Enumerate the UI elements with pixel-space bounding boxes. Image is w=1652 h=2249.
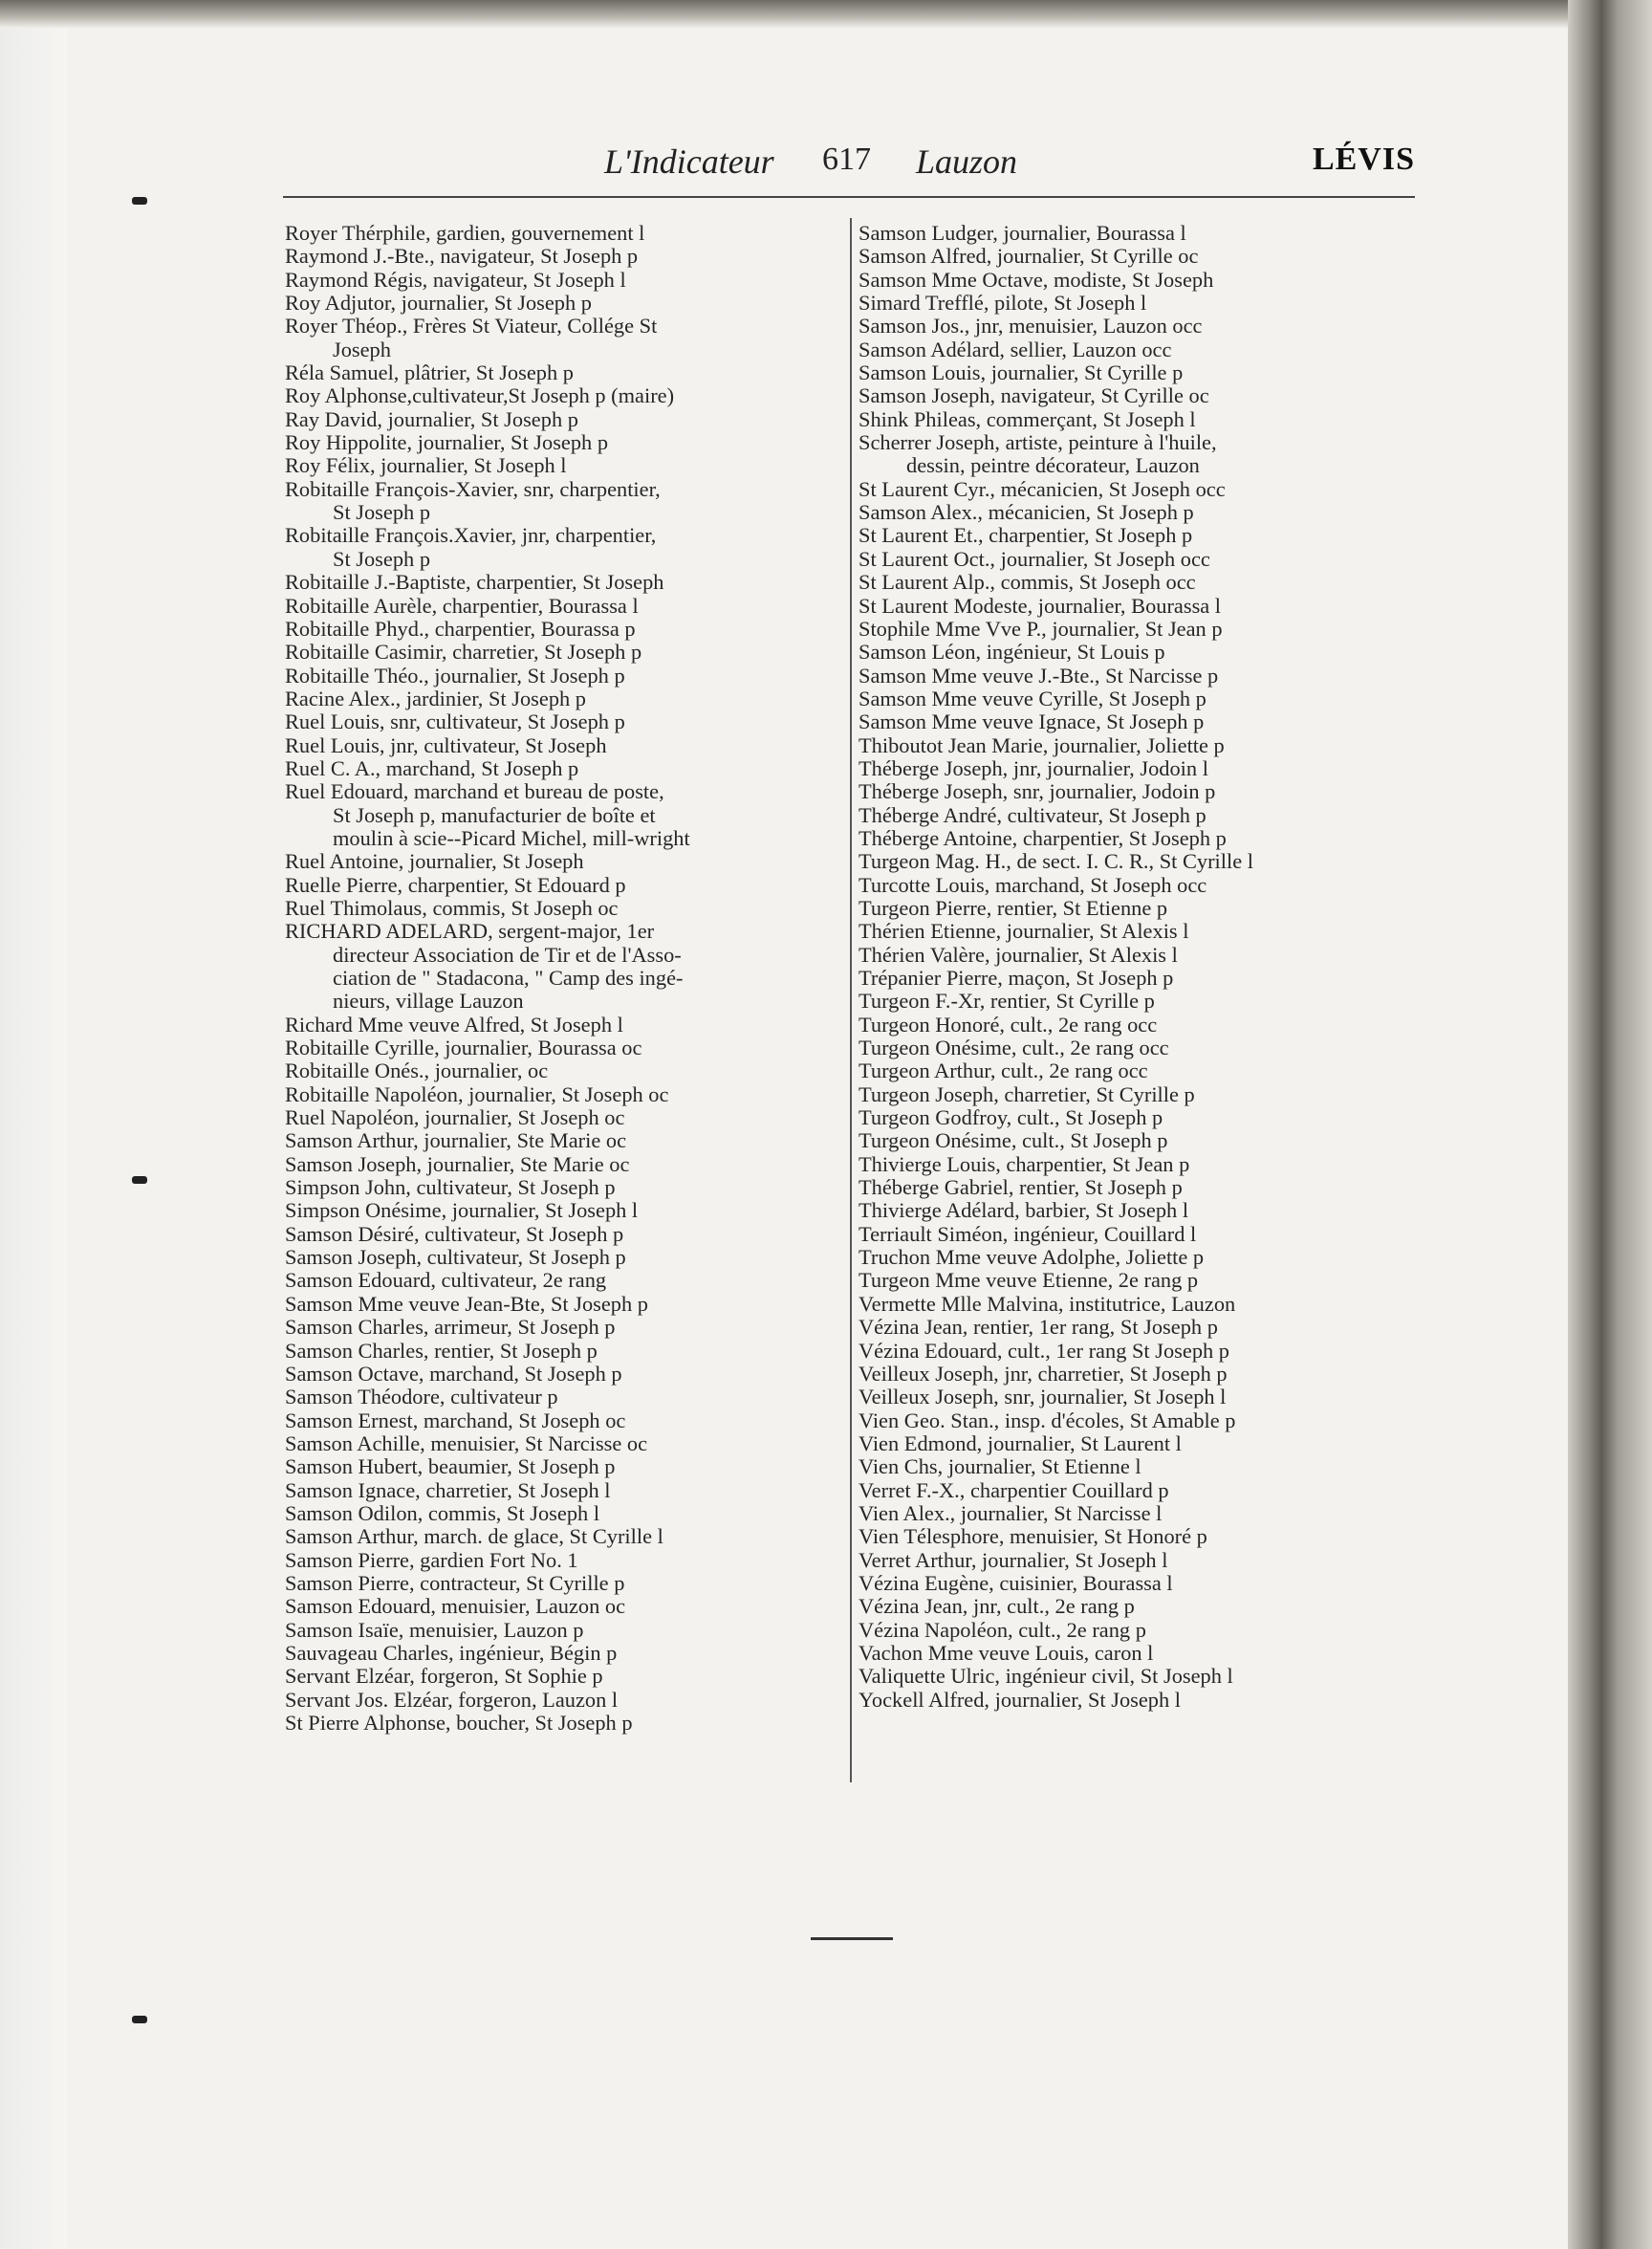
entry-line: Ray David, journalier, St Joseph p — [285, 406, 578, 431]
directory-entry — [859, 1340, 1421, 1363]
entry-line: Ruel Napoléon, journalier, St Joseph oc — [285, 1105, 625, 1130]
directory-entry — [285, 595, 837, 618]
entry-continuation: directeur Association de Tir et de l'Asso- — [333, 942, 682, 967]
entry-line: Raymond J.-Bte., navigateur, St Joseph p — [285, 244, 639, 269]
directory-entry — [859, 315, 1421, 338]
entry-line: Samson Isaïe, menuisier, Lauzon p — [285, 1617, 584, 1642]
entry-line: Robitaille Onés., journalier, oc — [285, 1059, 549, 1083]
entry-line: Samson Ludger, journalier, Bourassa l — [859, 221, 1186, 245]
right-column — [859, 222, 1421, 1712]
page-right-edge — [1568, 0, 1652, 2249]
entry-line: Turgeon Joseph, charretier, St Cyrille p — [859, 1081, 1195, 1106]
directory-entry — [285, 1037, 837, 1059]
entry-line: Veilleux Joseph, jnr, charretier, St Joseph p — [859, 1361, 1228, 1386]
entry-line: Samson Edouard, cultivateur, 2e rang — [285, 1268, 607, 1293]
directory-entry — [285, 1595, 837, 1618]
entry-line: Simpson John, cultivateur, St Joseph p — [285, 1175, 616, 1200]
directory-entry — [859, 384, 1421, 407]
directory-entry — [285, 524, 837, 571]
directory-entry — [859, 269, 1421, 292]
directory-entry — [859, 431, 1421, 478]
directory-entry — [285, 688, 837, 710]
directory-entry — [285, 1014, 837, 1037]
entry-line: Ruel Louis, snr, cultivateur, St Joseph p — [285, 710, 625, 734]
entry-continuation: St Joseph p — [333, 546, 431, 571]
directory-entry — [285, 665, 837, 688]
entry-line: Théberge Joseph, snr, journalier, Jodoin p — [859, 779, 1216, 804]
directory-entry — [859, 408, 1421, 431]
directory-entry — [285, 1176, 837, 1199]
entry-line: Ruel C. A., marchand, St Joseph p — [285, 755, 579, 780]
page-number: 617 — [822, 142, 871, 177]
left-column — [285, 222, 837, 1735]
directory-entry — [285, 384, 837, 407]
directory-entry — [285, 1340, 837, 1363]
directory-entry — [859, 1432, 1421, 1455]
directory-entry — [285, 757, 837, 780]
entry-line: Vien Chs, journalier, St Etienne l — [859, 1454, 1141, 1479]
entry-line: Robitaille Casimir, charretier, St Joseph p — [285, 640, 642, 665]
entry-line: Vien Edmond, journalier, St Laurent l — [859, 1430, 1182, 1455]
header-publication-title: L'Indicateur — [604, 142, 774, 181]
entry-line: Vien Télesphore, menuisier, St Honoré p — [859, 1524, 1207, 1549]
entry-line: Samson Odilon, commis, St Joseph l — [285, 1500, 600, 1525]
entry-line: Turgeon Mag. H., de sect. I. C. R., St Cyrille l — [859, 849, 1253, 874]
directory-entry — [285, 292, 837, 315]
entry-line: Vien Alex., journalier, St Narcisse l — [859, 1500, 1163, 1525]
entry-continuation: moulin à scie--Picard Michel, mill-wright — [333, 825, 690, 850]
directory-entry — [285, 361, 837, 384]
directory-entry — [859, 501, 1421, 524]
entry-line: Vermette Mlle Malvina, institutrice, Lauzon — [859, 1291, 1236, 1316]
directory-entry — [859, 734, 1421, 757]
directory-entry — [859, 245, 1421, 268]
directory-entry — [285, 1619, 837, 1642]
directory-entry — [285, 1479, 837, 1502]
entry-line: Samson Alfred, journalier, St Cyrille oc — [859, 244, 1199, 269]
entry-line: Samson Achille, menuisier, St Narcisse oc — [285, 1430, 648, 1455]
column-divider — [850, 218, 852, 1782]
entry-line: Veilleux Joseph, snr, journalier, St Joseph l — [859, 1385, 1227, 1409]
entry-line: Samson Léon, ingénieur, St Louis p — [859, 640, 1165, 665]
directory-entry — [859, 967, 1421, 990]
entry-line: Simard Trefflé, pilote, St Joseph l — [859, 291, 1147, 316]
header-section: LÉVIS — [1312, 142, 1415, 177]
entry-line: Turgeon Arthur, cult., 2e rang occ — [859, 1059, 1148, 1083]
header-place: Lauzon — [916, 142, 1018, 181]
directory-entry — [285, 734, 837, 757]
header-rule — [283, 196, 1415, 198]
entry-line: Roy Alphonse,cultivateur,St Joseph p (maire) — [285, 383, 675, 408]
directory-entry — [859, 338, 1421, 361]
entry-line: Thérien Valère, journalier, St Alexis l — [859, 942, 1178, 967]
entry-line: St Laurent Modeste, journalier, Bourassa l — [859, 593, 1222, 618]
directory-entry — [859, 548, 1421, 571]
entry-line: Samson Arthur, journalier, Ste Marie oc — [285, 1128, 627, 1153]
entry-line: Robitaille Cyrille, journalier, Bourassa oc — [285, 1036, 642, 1060]
entry-line: Royer Théop., Frères St Viateur, Collége St — [285, 314, 658, 338]
entry-line: Raymond Régis, navigateur, St Joseph l — [285, 267, 626, 292]
directory-entry — [285, 1199, 837, 1222]
entry-line: Ruel Thimolaus, commis, St Joseph oc — [285, 895, 619, 920]
directory-entry — [285, 1642, 837, 1665]
entry-line: Vézina Jean, jnr, cult., 2e rang p — [859, 1594, 1135, 1619]
directory-entry — [859, 1037, 1421, 1059]
entry-continuation: St Joseph p — [333, 500, 431, 525]
entry-line: Vézina Eugène, cuisinier, Bourassa l — [859, 1570, 1173, 1595]
directory-entry — [859, 1619, 1421, 1642]
directory-entry — [859, 292, 1421, 315]
entry-line: Thivierge Louis, charpentier, St Jean p — [859, 1151, 1190, 1176]
directory-entry — [285, 1665, 837, 1688]
directory-entry — [859, 850, 1421, 873]
directory-entry — [285, 710, 837, 733]
directory-entry — [285, 1223, 837, 1246]
directory-entry — [859, 1549, 1421, 1572]
entry-line: Turgeon Onésime, cult., St Joseph p — [859, 1128, 1168, 1153]
entry-line: Samson Edouard, menuisier, Lauzon oc — [285, 1594, 626, 1619]
entry-line: Samson Charles, rentier, St Joseph p — [285, 1338, 598, 1363]
directory-entry — [285, 1106, 837, 1129]
entry-line: Ruelle Pierre, charpentier, St Edouard p — [285, 872, 626, 897]
entry-line: St Laurent Oct., journalier, St Joseph occ — [859, 546, 1210, 571]
directory-entry — [285, 1409, 837, 1432]
directory-entry — [859, 1316, 1421, 1339]
directory-entry — [859, 827, 1421, 850]
entry-line: Yockell Alfred, journalier, St Joseph l — [859, 1687, 1182, 1712]
entry-line: Terriault Siméon, ingénieur, Couillard l — [859, 1221, 1197, 1246]
directory-entry — [285, 1316, 837, 1339]
directory-entry — [859, 1199, 1421, 1222]
directory-entry — [859, 920, 1421, 943]
directory-entry — [285, 1083, 837, 1106]
directory-entry — [859, 1014, 1421, 1037]
entry-line: Samson Mme veuve Ignace, St Joseph p — [859, 710, 1205, 734]
entry-line: Samson Mme Octave, modiste, St Joseph — [859, 267, 1214, 292]
entry-line: Shink Phileas, commerçant, St Joseph l — [859, 406, 1196, 431]
entry-line: Samson Arthur, march. de glace, St Cyrille l — [285, 1524, 663, 1549]
entry-line: Robitaille J.-Baptiste, charpentier, St Joseph — [285, 570, 664, 595]
directory-entry — [285, 1549, 837, 1572]
directory-entry — [859, 1595, 1421, 1618]
entry-line: Verret F.-X., charpentier Couillard p — [859, 1477, 1169, 1502]
directory-entry — [285, 431, 837, 454]
entry-line: Turgeon Mme veuve Etienne, 2e rang p — [859, 1268, 1199, 1293]
entry-line: Roy Félix, journalier, St Joseph l — [285, 453, 567, 478]
entry-line: Vézina Napoléon, cult., 2e rang p — [859, 1617, 1146, 1642]
directory-entry — [859, 595, 1421, 618]
directory-entry — [859, 1059, 1421, 1082]
entry-line: Samson Mme veuve Jean-Bte, St Joseph p — [285, 1291, 648, 1316]
entry-line: Servant Elzéar, forgeron, St Sophie p — [285, 1664, 603, 1689]
directory-entry — [285, 315, 837, 361]
entry-line: St Laurent Cyr., mécanicien, St Joseph occ — [859, 476, 1226, 501]
directory-entry — [859, 1176, 1421, 1199]
end-rule — [811, 1937, 893, 1940]
entry-line: Robitaille Phyd., charpentier, Bourassa p — [285, 616, 636, 641]
entry-continuation: ciation de " Stadacona, " Camp des ingé- — [333, 966, 684, 990]
directory-entry — [285, 1455, 837, 1478]
directory-entry — [285, 897, 837, 920]
entry-line: Simpson Onésime, journalier, St Joseph l — [285, 1198, 639, 1223]
entry-line: Samson Octave, marchand, St Joseph p — [285, 1361, 622, 1386]
entry-line: Théberge Gabriel, rentier, St Joseph p — [859, 1175, 1183, 1200]
directory-entry — [859, 804, 1421, 827]
entry-line: Ruel Antoine, journalier, St Joseph — [285, 849, 584, 874]
directory-entry — [285, 1129, 837, 1152]
directory-entry — [285, 641, 837, 664]
entry-line: Turgeon Godfroy, cult., St Joseph p — [859, 1105, 1163, 1130]
directory-entry — [859, 944, 1421, 967]
entry-line: Réla Samuel, plâtrier, St Joseph p — [285, 360, 574, 385]
directory-entry — [285, 874, 837, 897]
directory-entry — [859, 1642, 1421, 1665]
directory-entry — [285, 1572, 837, 1595]
entry-line: Samson Louis, journalier, St Cyrille p — [859, 360, 1184, 385]
entry-line: Vien Geo. Stan., insp. d'écoles, St Amable p — [859, 1408, 1236, 1432]
directory-entry — [859, 1479, 1421, 1502]
directory-entry — [285, 1386, 837, 1408]
entry-line: Samson Hubert, beaumier, St Joseph p — [285, 1454, 616, 1479]
entry-line: Turgeon Honoré, cult., 2e rang occ — [859, 1012, 1158, 1037]
entry-line: Samson Joseph, journalier, Ste Marie oc — [285, 1151, 630, 1176]
entry-line: Trépanier Pierre, maçon, St Joseph p — [859, 966, 1174, 990]
entry-line: Samson Charles, arrimeur, St Joseph p — [285, 1315, 616, 1340]
entry-line: Robitaille Napoléon, journalier, St Joseph oc — [285, 1081, 669, 1106]
directory-entry — [859, 757, 1421, 780]
directory-entry — [285, 408, 837, 431]
entry-line: Robitaille Théo., journalier, St Joseph p — [285, 663, 625, 688]
directory-entry — [285, 1059, 837, 1082]
entry-line: Ruel Louis, jnr, cultivateur, St Joseph — [285, 732, 607, 757]
entry-line: Royer Thérphile, gardien, gouvernement l — [285, 221, 645, 245]
directory-entry — [859, 524, 1421, 547]
directory-entry — [285, 245, 837, 268]
entry-line: Robitaille François-Xavier, snr, charpentier, — [285, 476, 661, 501]
directory-entry — [859, 1246, 1421, 1269]
directory-entry — [859, 361, 1421, 384]
entry-line: Roy Adjutor, journalier, St Joseph p — [285, 291, 592, 316]
directory-entry — [285, 1712, 837, 1735]
entry-line: Vachon Mme veuve Louis, caron l — [859, 1640, 1154, 1665]
directory-entry — [285, 618, 837, 641]
directory-entry — [285, 1689, 837, 1712]
entry-line: Samson Ernest, marchand, St Joseph oc — [285, 1408, 626, 1432]
entry-line: Thérien Etienne, journalier, St Alexis l — [859, 919, 1189, 944]
entry-line: Robitaille Aurèle, charpentier, Bourassa l — [285, 593, 639, 618]
directory-entry — [859, 1363, 1421, 1386]
directory-entry — [859, 665, 1421, 688]
directory-entry — [285, 1502, 837, 1525]
entry-line: Samson Pierre, gardien Fort No. 1 — [285, 1547, 578, 1572]
entry-line: Turcotte Louis, marchand, St Joseph occ — [859, 872, 1207, 897]
directory-entry — [285, 571, 837, 594]
entry-line: Samson Ignace, charretier, St Joseph l — [285, 1477, 611, 1502]
binding-mark — [132, 2016, 147, 2023]
directory-entry — [859, 1689, 1421, 1712]
entry-line: Richard Mme veuve Alfred, St Joseph l — [285, 1012, 623, 1037]
entry-line: Samson Jos., jnr, menuisier, Lauzon occ — [859, 314, 1203, 338]
entry-line: Robitaille François.Xavier, jnr, charpentier, — [285, 523, 657, 548]
entry-line: Servant Jos. Elzéar, forgeron, Lauzon l — [285, 1687, 619, 1712]
directory-entry — [859, 1269, 1421, 1292]
entry-line: St Pierre Alphonse, boucher, St Joseph p — [285, 1711, 633, 1735]
entry-continuation: nieurs, village Lauzon — [333, 989, 524, 1014]
directory-entry — [285, 1525, 837, 1548]
entry-continuation: Joseph — [333, 337, 391, 361]
entry-line: Turgeon Onésime, cult., 2e rang occ — [859, 1036, 1169, 1060]
entry-line: Thivierge Adélard, barbier, St Joseph l — [859, 1198, 1189, 1223]
directory-entry — [859, 897, 1421, 920]
entry-line: Théberge André, cultivateur, St Joseph p — [859, 802, 1206, 827]
directory-entry — [285, 269, 837, 292]
directory-entry — [859, 618, 1421, 641]
directory-entry — [285, 478, 837, 525]
entry-line: Théberge Joseph, jnr, journalier, Jodoin l — [859, 755, 1208, 780]
directory-entry — [285, 1246, 837, 1269]
entry-line: Samson Adélard, sellier, Lauzon occ — [859, 337, 1172, 361]
directory-entry — [859, 710, 1421, 733]
entry-line: Samson Alex., mécanicien, St Joseph p — [859, 500, 1194, 525]
binding-mark — [132, 1176, 147, 1184]
entry-line: RICHARD ADELARD, sergent-major, 1er — [285, 919, 655, 944]
directory-entry — [859, 222, 1421, 245]
directory-entry — [285, 454, 837, 477]
entry-line: Samson Pierre, contracteur, St Cyrille p — [285, 1570, 625, 1595]
entry-line: Samson Désiré, cultivateur, St Joseph p — [285, 1221, 624, 1246]
directory-entry — [859, 780, 1421, 803]
directory-entry — [859, 641, 1421, 664]
entry-line: Turgeon F.-Xr, rentier, St Cyrille p — [859, 989, 1155, 1014]
directory-entry — [285, 920, 837, 1013]
directory-entry — [859, 1083, 1421, 1106]
entry-continuation: St Joseph p, manufacturier de boîte et — [333, 802, 656, 827]
directory-entry — [285, 1153, 837, 1176]
entry-line: St Laurent Et., charpentier, St Joseph p — [859, 523, 1193, 548]
entry-line: Truchon Mme veuve Adolphe, Joliette p — [859, 1245, 1205, 1270]
entry-line: Ruel Edouard, marchand et bureau de poste, — [285, 779, 664, 804]
entry-continuation: dessin, peintre décorateur, Lauzon — [906, 453, 1200, 478]
directory-entry — [285, 1363, 837, 1386]
entry-line: Sauvageau Charles, ingénieur, Bégin p — [285, 1640, 618, 1665]
directory-entry — [859, 1106, 1421, 1129]
entry-line: Théberge Antoine, charpentier, St Joseph p — [859, 825, 1227, 850]
directory-entry — [859, 478, 1421, 501]
entry-line: Samson Joseph, cultivateur, St Joseph p — [285, 1245, 626, 1270]
entry-line: Samson Mme veuve J.-Bte., St Narcisse p — [859, 663, 1219, 688]
entry-line: Samson Mme veuve Cyrille, St Joseph p — [859, 686, 1206, 710]
directory-entry — [859, 1386, 1421, 1408]
directory-entry — [859, 1502, 1421, 1525]
entry-line: Vézina Edouard, cult., 1er rang St Joseph p — [859, 1338, 1229, 1363]
directory-entry — [859, 688, 1421, 710]
directory-entry — [285, 1432, 837, 1455]
entry-line: Vézina Jean, rentier, 1er rang, St Joseph p — [859, 1315, 1218, 1340]
entry-line: Samson Théodore, cultivateur p — [285, 1385, 558, 1409]
entry-line: Turgeon Pierre, rentier, St Etienne p — [859, 895, 1168, 920]
directory-entry — [859, 1153, 1421, 1176]
directory-entry — [285, 780, 837, 850]
directory-entry — [859, 1572, 1421, 1595]
directory-entry — [859, 1129, 1421, 1152]
directory-entry — [285, 1269, 837, 1292]
directory-entry — [859, 1455, 1421, 1478]
page-top-edge — [0, 0, 1652, 29]
directory-entry — [285, 850, 837, 873]
entry-line: Scherrer Joseph, artiste, peinture à l'huile, — [859, 430, 1217, 455]
directory-entry — [859, 571, 1421, 594]
binding-mark — [132, 197, 147, 205]
page-binding — [0, 0, 67, 2249]
entry-line: Verret Arthur, journalier, St Joseph l — [859, 1547, 1168, 1572]
entry-line: Stophile Mme Vve P., journalier, St Jean p — [859, 616, 1223, 641]
directory-entry — [859, 1223, 1421, 1246]
entry-line: Racine Alex., jardinier, St Joseph p — [285, 686, 586, 710]
directory-entry — [859, 990, 1421, 1013]
entry-line: Valiquette Ulric, ingénieur civil, St Joseph l — [859, 1664, 1233, 1689]
directory-entry — [859, 1665, 1421, 1688]
directory-entry — [859, 1409, 1421, 1432]
running-header — [283, 142, 1415, 189]
directory-entry — [285, 222, 837, 245]
directory-entry — [859, 1293, 1421, 1316]
directory-entry — [859, 874, 1421, 897]
entry-line: Thiboutot Jean Marie, journalier, Joliette p — [859, 732, 1225, 757]
entry-line: St Laurent Alp., commis, St Joseph occ — [859, 570, 1196, 595]
entry-line: Roy Hippolite, journalier, St Joseph p — [285, 430, 609, 455]
entry-line: Samson Joseph, navigateur, St Cyrille oc — [859, 383, 1209, 408]
directory-entry — [285, 1293, 837, 1316]
directory-entry — [859, 1525, 1421, 1548]
